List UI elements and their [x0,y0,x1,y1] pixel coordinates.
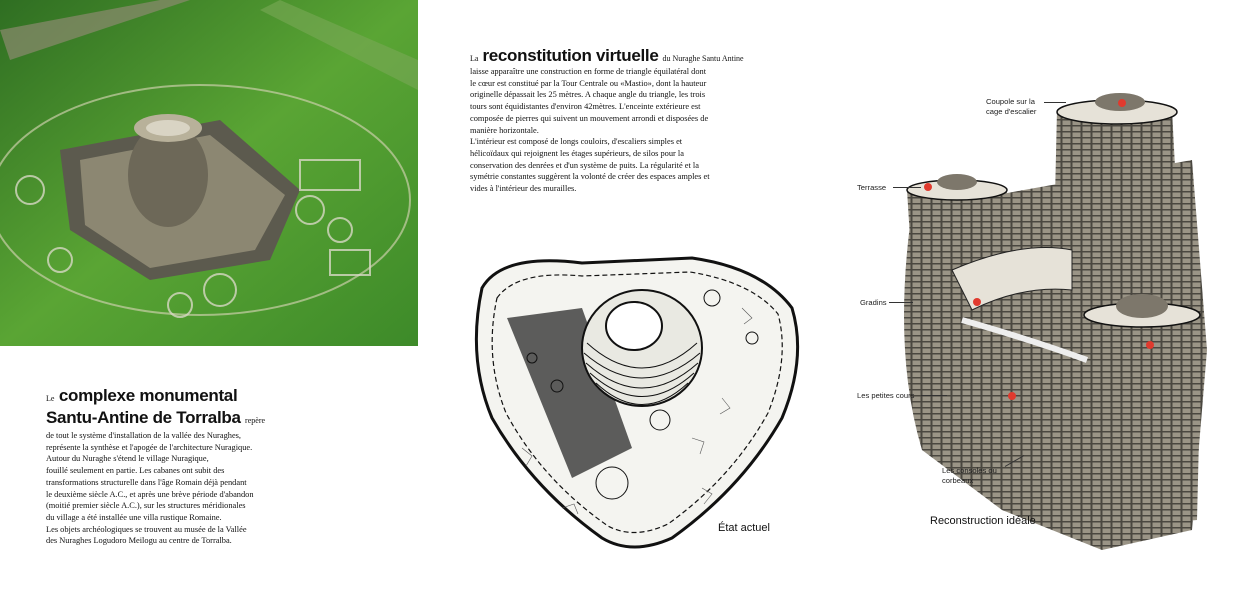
aerial-photo-nuraghe [0,0,418,346]
middle-body-line: manière horizontale. [470,125,539,135]
reconstruction-drawing [852,90,1222,550]
label-petites-cours: Les petites cours [857,391,915,400]
caption-reconstruction: Reconstruction idéale [930,515,1036,527]
middle-body [470,66,760,195]
label-terrasse: Terrasse [857,183,887,192]
left-title-line-2 [46,408,296,430]
middle-title-suffix: du Nuraghe Santu Antine [662,54,744,63]
middle-body-line: hélicoïdaux qui rejoignent les étages supérieurs, de silos pour la [470,148,684,158]
left-body-line: Autour du Nuraghe s'étend le village Nuragique, [46,454,209,464]
label-consoles-line-2: corbeaux [942,475,974,485]
middle-body-line: laisse apparaître une construction en forme de triangle équilatéral dont [470,67,707,76]
left-body-line: fouillé seulement en partie. Les cabanes ont subit des [46,466,225,476]
left-body-line: de tout le système d'installation de la vallée des Nuraghes, [46,431,242,440]
leader-petites-cours [921,395,947,396]
middle-body-line: symétrie constantes suggèrent la volonté de créer des espaces amples et [470,172,710,182]
left-body-line: transformations structurelle dans l'âge Romain déjà pendant [46,477,247,487]
middle-body-line: originelle dépassait les 25 mètres. A chaque angle du triangle, les trois [470,90,706,100]
middle-body-line: conservation des denrées et d'un système de puits. La régularité et la [470,160,699,170]
left-body-line: (moitié premier siècle A.C.), sur les structures méridionales [46,501,246,511]
caption-etat-actuel: État actuel [718,522,770,534]
label-consoles [942,466,997,485]
left-title-suffix: repère [245,416,266,425]
middle-body-line: L'intérieur est composé de longs couloirs, d'escaliers simples et [470,137,683,147]
leader-gradins [889,302,913,303]
label-coupole-line-1: Coupole sur la [986,97,1035,106]
leader-coupole [1044,102,1066,103]
middle-title-text: reconstitution virtuelle [482,46,659,65]
middle-body-line: composée de pierres qui suivent un mouvement arrondi et disposées de [470,113,709,123]
middle-title-prefix: La [470,54,479,63]
current-state-drawing [462,248,808,556]
label-gradins: Gradins [860,298,887,307]
left-body-line: représente la synthèse et l'apogée de l'architecture Nuragique. [46,442,253,452]
middle-title [470,46,760,66]
left-body-line: Les objets archéologiques se trouvent au musée de la Vallée [46,524,247,534]
left-title-prefix: Le [46,394,55,403]
label-coupole-line-2: cage d'escalier [986,106,1037,116]
left-body-line: le deuxième siècle A.C., et après une brève période d'abandon [46,489,254,499]
middle-body-line: le cœur est constitué par la Tour Centrale ou «Mastio», dont la hauteur [470,78,707,88]
middle-body-line: tours sont équidistantes d'environ 42mètres. L'enceinte extérieure est [470,102,701,112]
left-text-block [46,386,296,547]
left-title-text-2: Santu-Antine de Torralba [46,408,241,427]
label-coupole [986,97,1036,116]
label-consoles-line-1: Les consoles ou [942,466,997,475]
left-body-line: du village a été installée une villa rustique Romaine. [46,512,222,522]
left-title-text-1: complexe monumental [58,386,238,405]
left-body [46,430,296,547]
left-title-line-1 [46,386,296,408]
middle-text-block [470,46,760,195]
middle-body-line: vides à l'intérieur des murailles. [470,184,577,194]
left-body-line: des Nuraghes Logudoro Meilogu au centre de Torralba. [46,536,232,546]
leader-terrasse [893,187,921,188]
